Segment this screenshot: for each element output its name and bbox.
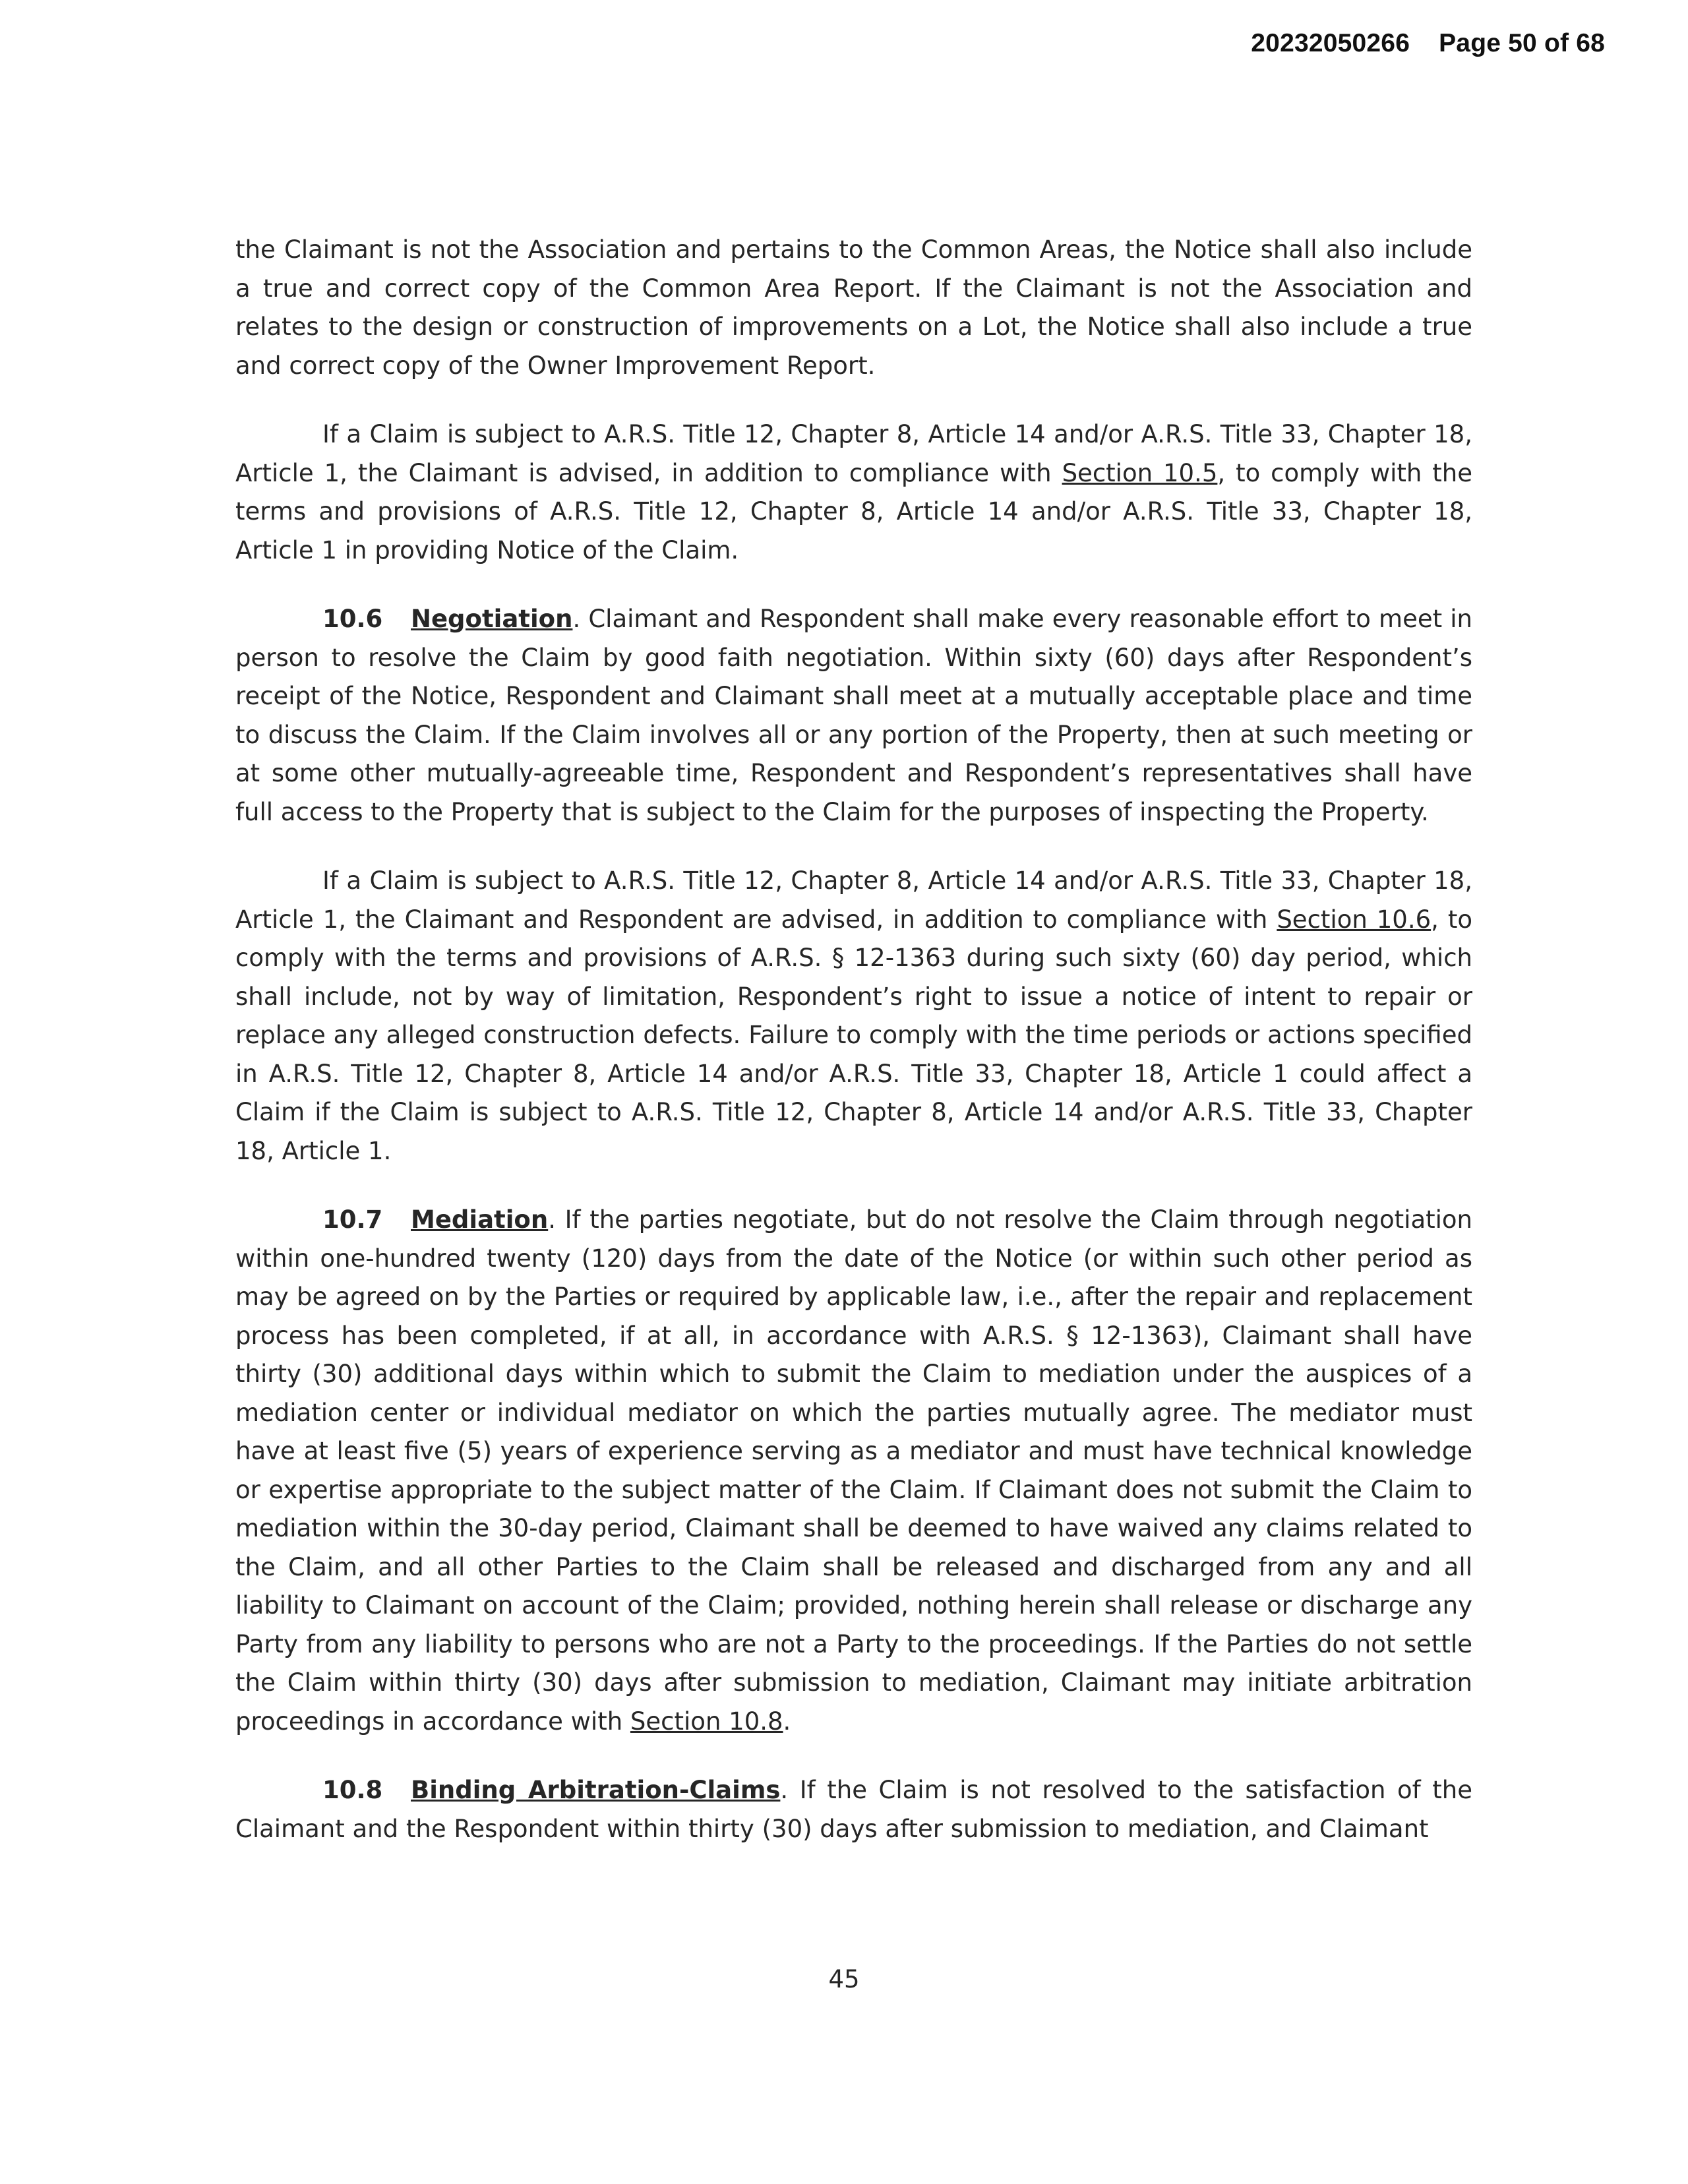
paragraph-text: the Claimant is not the Association and pertains to the Common Areas, the Notice shall also include a true and correct copy of the Common Area Report. If the Claimant is not the Association and relates to the design or construction of improvements on a Lot, the Notice shall also include a true and correct copy of the Owner Improvement Report. — [235, 235, 1472, 380]
section-10-6-negotiation — [235, 600, 1472, 832]
paragraph-ars-notice — [235, 415, 1472, 570]
page-header — [1251, 29, 1605, 58]
page-indicator: Page 50 of 68 — [1439, 29, 1605, 57]
paragraph-text: If a Claim is subject to A.R.S. Title 12, Chapter 8, Article 14 and/or A.R.S. Title 33, Chapter 18, Article 1, the Claimant is advised, in addition to compliance with — [235, 420, 1472, 487]
document-number: 20232050266 — [1251, 29, 1410, 57]
paragraph-text: If a Claim is subject to A.R.S. Title 12, Chapter 8, Article 14 and/or A.R.S. Title 33, Chapter 18, Article 1, the Claimant and Respondent are advised, in addition to compliance with — [235, 866, 1472, 934]
section-text: . If the Claim is not resolved to the satisfaction of the Claimant and the Respondent within thirty (30) days after submission to mediation, and Claimant — [235, 1776, 1472, 1843]
section-reference: Section 10.8 — [630, 1707, 783, 1736]
section-number: 10.6 — [322, 605, 383, 633]
paragraph-ars-negotiation — [235, 862, 1472, 1170]
section-text: . Claimant and Respondent shall make every reasonable effort to meet in person to resolve the Claim by good faith negotiation. Within sixty (60) days after Respondent’s receipt of the Notice, Respondent and Claimant shall meet at a mutually acceptable place and time to discuss the Claim. If the Claim involves all or any portion of the Property, then at such meeting or at some other mutually-agreeable time, Respondent and Respondent’s representatives shall have full access to the Property that is subject to the Claim for the purposes of inspecting the Property. — [235, 605, 1472, 826]
section-reference: Section 10.5 — [1062, 458, 1218, 487]
section-10-8-binding-arbitration — [235, 1771, 1472, 1848]
paragraph-notice-continuation — [235, 231, 1472, 385]
paragraph-text: , to comply with the terms and provisions of A.R.S. § 12-1363 during such sixty (60) day period, which shall include, not by way of limitation, Respondent’s right to issue a notice of intent to repair or replace any alleged construction defects. Failure to comply with the time periods or actions specified in A.R.S. Title 12, Chapter 8, Article 14 and/or A.R.S. Title 33, Chapter 18, Article 1 could affect a Claim if the Claim is subject to A.R.S. Title 12, Chapter 8, Article 14 and/or A.R.S. Title 33, Chapter 18, Article 1. — [235, 905, 1472, 1165]
section-number: 10.7 — [322, 1205, 383, 1234]
paragraph-text: , to comply with the terms and provisions of A.R.S. Title 12, Chapter 8, Article 14 and/or A.R.S. Title 33, Chapter 18, Article 1 in providing Notice of the Claim. — [235, 458, 1472, 564]
section-text-end: . — [783, 1707, 791, 1736]
document-body — [235, 231, 1472, 1879]
section-heading: Negotiation — [411, 605, 573, 633]
section-text: . If the parties negotiate, but do not resolve the Claim through negotiation within one-hundred twenty (120) days from the date of the Notice (or within such other period as may be agreed on by the Parties or required by applicable law, i.e., after the repair and replacement process has been completed, if at all, in accordance with A.R.S. § 12-1363), Claimant shall have thirty (30) additional days within which to submit the Claim to mediation under the auspices of a mediation center or individual mediator on which the parties mutually agree. The mediator must have at least five (5) years of experience serving as a mediator and must have technical knowledge or expertise appropriate to the subject matter of the Claim. If Claimant does not submit the Claim to mediation within the 30-day period, Claimant shall be deemed to have waived any claims related to the Claim, and all other Parties to the Claim shall be released and discharged from any and all liability to Claimant on account of the Claim; provided, nothing herein shall release or discharge any Party from any liability to persons who are not a Party to the proceedings. If the Parties do not settle the Claim within thirty (30) days after submission to mediation, Claimant may initiate arbitration proceedings in accordance with — [235, 1205, 1472, 1736]
section-number: 10.8 — [322, 1776, 383, 1804]
section-heading: Mediation — [411, 1205, 549, 1234]
section-10-7-mediation — [235, 1201, 1472, 1741]
page-number: 45 — [828, 1965, 860, 1993]
section-reference: Section 10.6 — [1277, 905, 1432, 934]
section-heading: Binding Arbitration-Claims — [411, 1776, 781, 1804]
